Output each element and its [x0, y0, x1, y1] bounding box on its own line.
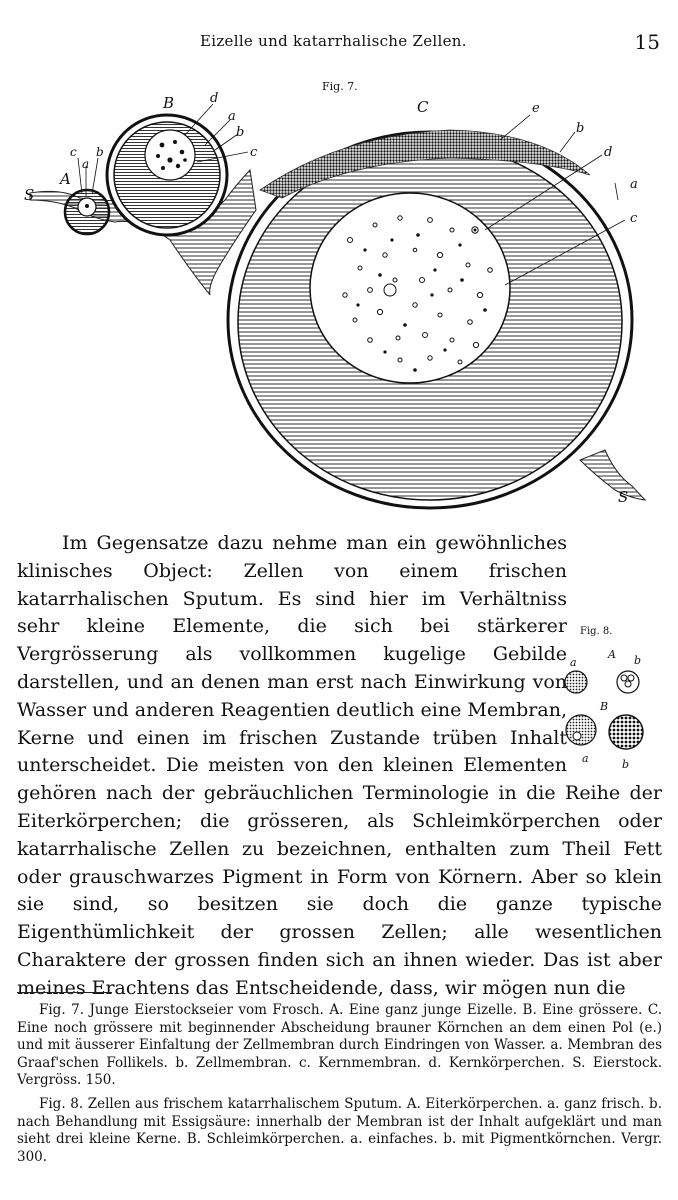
figure-8-label: Fig. 8. — [580, 626, 613, 637]
fig7-label-b-C: b — [576, 121, 585, 136]
fig7-label-a-B: a — [228, 109, 236, 124]
fig8-label-A: A — [608, 648, 616, 661]
fig8-label-B: B — [600, 700, 609, 713]
fig7-label-e: e — [532, 101, 540, 116]
footnote-fig8: Fig. 8. Zellen aus frischem katarrhalischem Sputum. A. Eiterkörperchen. a. ganz frisch. b. nach Behandlung mit Essigsäure: innerhalb der Membran ist der Inhalt aufgeklärt und man sieht drei kleine Kerne. B. Schleimkörperchen. a. einfaches. b. mit Pigmentkörnchen. Vergr. 300. — [17, 1095, 662, 1165]
fig7-label-b-B: b — [236, 125, 245, 140]
fig7-label-B: B — [163, 94, 175, 112]
page-number: 15 — [634, 30, 660, 54]
ovary-stroma-right — [580, 450, 645, 500]
fig8-label-b-bottom: b — [622, 758, 630, 771]
fig7-label-d-B: d — [210, 91, 219, 106]
figure-7-illustration — [20, 90, 660, 515]
fig7-label-c-C: c — [630, 211, 638, 226]
fig7-label-A: A — [60, 170, 71, 188]
fig7-label-S-right: S — [618, 488, 629, 506]
fig7-label-b-small: b — [96, 145, 104, 159]
body-text — [17, 530, 662, 1003]
fig8-label-b-top: b — [634, 654, 642, 667]
egg-cell-A — [65, 190, 109, 234]
footnotes — [17, 1002, 662, 1172]
fig7-label-c-B: c — [250, 145, 258, 160]
fig7-label-S-left: S — [24, 186, 35, 204]
figure-8-space — [567, 628, 662, 768]
fig8-label-a-top: a — [570, 656, 577, 669]
fig7-label-c-small: c — [70, 145, 77, 159]
footnote-divider — [17, 992, 112, 993]
fig7-label-a-C: a — [630, 177, 638, 192]
egg-cell-B — [107, 115, 227, 235]
running-title: Eizelle und katarrhalische Zellen. — [200, 32, 467, 50]
figure-7-label: Fig. 7. — [322, 80, 358, 93]
fig7-label-a-small: a — [82, 157, 90, 171]
fig8-label-a-bottom: a — [582, 752, 589, 765]
fig7-label-d-C: d — [604, 145, 613, 160]
fig7-label-C: C — [417, 98, 429, 116]
nucleus-C — [310, 193, 510, 383]
page-header — [0, 30, 678, 54]
body-paragraph: Im Gegensatze dazu nehme man ein gewöhnliches klinisches Object: Zellen von einem frischen katarrhalischen Sputum. Es sind hier im Verhältniss sehr kleine Elemente, die sich bei stärkerer Vergrösserung als vollkommen kugelige Gebilde darstellen, und an denen man erst nach Einwirkung von Wasser und anderen Reagentien deutlich eine Membran, Kerne und einen im frischen Zustande trüben Inhalt unterscheidet. Die meisten von den kleinen Elementen gehören nach der gebräuchlichen Terminologie in die Reihe der Eiterkörperchen; die grösseren, als Schleimkörperchen oder katarrhalische Zellen zu bezeichnen, enthalten zum Theil Fett oder grauschwarzes Pigment in Form von Körnern. Aber so klein sie sind, so besitzen sie doch die ganze typische Eigenthümlichkeit der grossen Zellen; alle wesentlichen Charaktere der grossen finden sich an ihnen wieder. Das ist aber meines Erachtens das Entscheidende, dass, wir mögen nun die — [17, 532, 662, 999]
egg-cell-C — [228, 130, 632, 508]
footnote-fig7: Fig. 7. Junge Eierstockseier vom Frosch. A. Eine ganz junge Eizelle. B. Eine grössere. C. Eine noch grössere mit beginnender Abscheidung brauner Körnchen an dem einen Pol (e.) und mit äusserer Einfaltung der Zellmembran durch Eindringen von Wasser. a. Membran des Graaf'schen Follikels. b. Zellmembran. c. Kernmembran. d. Kernkörperchen. S. Eierstock. Vergröss. 150. — [17, 1002, 662, 1089]
